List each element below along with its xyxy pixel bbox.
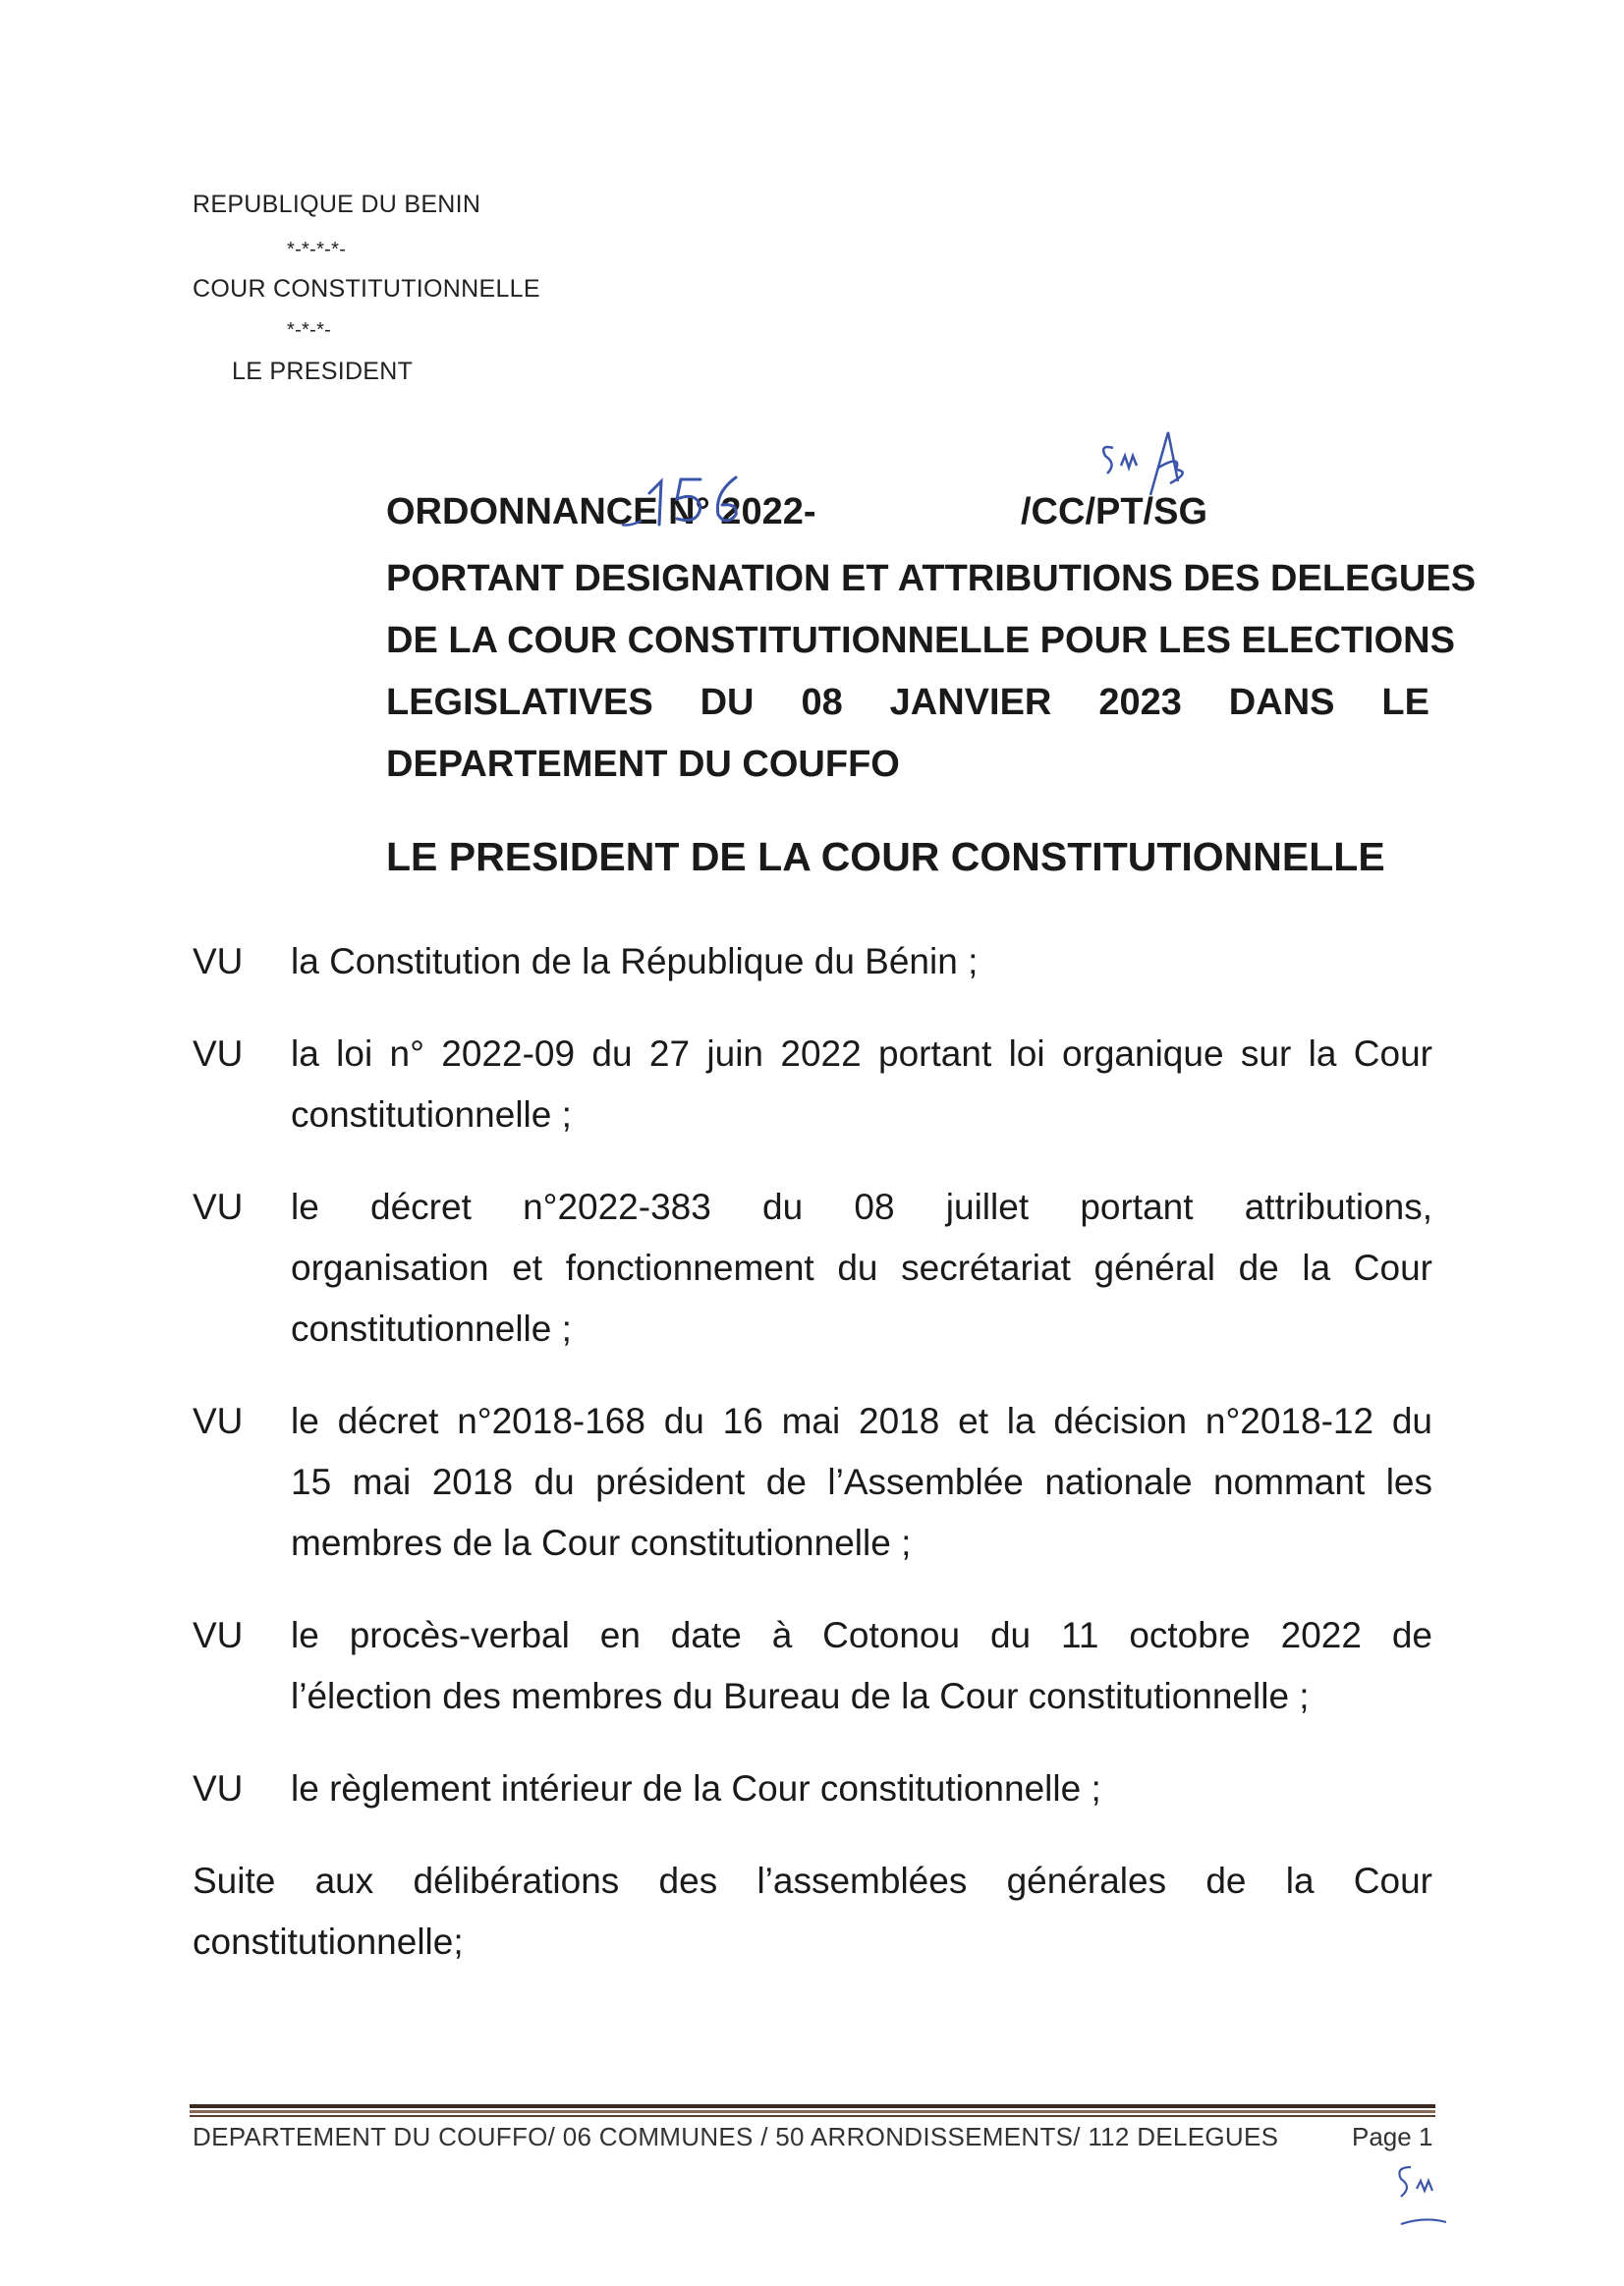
footer-rule bbox=[190, 2104, 1435, 2108]
whereas-label: VU bbox=[193, 1401, 244, 1441]
handwritten-ordinance-number bbox=[620, 464, 757, 542]
ordinance-title-line: DEPARTEMENT DU COUFFO bbox=[386, 744, 900, 785]
whereas-text-line: organisation et fonctionnement du secrétariat général de la Cour bbox=[291, 1248, 1432, 1288]
whereas-text-line: 15 mai 2018 du président de l’Assemblée nationale nommant les bbox=[291, 1462, 1432, 1502]
ordinance-title-line: PORTANT DESIGNATION ET ATTRIBUTIONS DES DELEGUES bbox=[386, 558, 1477, 599]
whereas-text-line: le décret n°2018-168 du 16 mai 2018 et la décision n°2018-12 du bbox=[291, 1401, 1432, 1441]
paragraph-line: Suite aux délibérations des l’assemblées générales de la Cour bbox=[193, 1861, 1432, 1901]
whereas-text-line: l’élection des membres du Bureau de la Cour constitutionnelle ; bbox=[291, 1676, 1310, 1716]
ordinance-title-line: LEGISLATIVES DU 08 JANVIER 2023 DANS LE bbox=[386, 682, 1429, 723]
footer-rule bbox=[190, 2115, 1435, 2117]
whereas-label: VU bbox=[193, 1768, 244, 1809]
separator-2: *-*-*- bbox=[287, 319, 332, 341]
whereas-label: VU bbox=[193, 1187, 244, 1227]
footer-summary: DEPARTEMENT DU COUFFO/ 06 COMMUNES / 50 ARRONDISSEMENTS/ 112 DELEGUES bbox=[193, 2122, 1279, 2151]
president-label: LE PRESIDENT bbox=[232, 358, 414, 385]
separator-1: *-*-*-*- bbox=[287, 239, 347, 260]
handwritten-initials-signature bbox=[1093, 426, 1202, 505]
whereas-text-line: le décret n°2022-383 du 08 juillet portant attributions, bbox=[291, 1187, 1432, 1227]
ordinance-number-suffix: /CC/PT/SG bbox=[1021, 491, 1208, 532]
whereas-text-line: la Constitution de la République du Bénin ; bbox=[291, 941, 979, 981]
whereas-text-line: constitutionnelle ; bbox=[291, 1309, 572, 1349]
whereas-text-line: constitutionnelle ; bbox=[291, 1094, 572, 1135]
footer-rule bbox=[190, 2110, 1435, 2113]
page-number: Page 1 bbox=[1352, 2122, 1433, 2151]
ordinance-title-block bbox=[386, 491, 1477, 796]
court-name: COUR CONSTITUTIONNELLE bbox=[193, 275, 540, 303]
ordinance-number-prefix: ORDONNANCE N° 2022- bbox=[386, 491, 816, 532]
closing-paragraph bbox=[193, 1851, 1432, 1973]
whereas-text-line: la loi n° 2022-09 du 27 juin 2022 portant loi organique sur la Cour bbox=[291, 1033, 1432, 1074]
whereas-text-line: le règlement intérieur de la Cour constitutionnelle ; bbox=[291, 1768, 1101, 1809]
whereas-text-line: le procès-verbal en date à Cotonou du 11 octobre 2022 de bbox=[291, 1615, 1432, 1655]
whereas-label: VU bbox=[193, 1033, 244, 1074]
president-heading: LE PRESIDENT DE LA COUR CONSTITUTIONNELLE bbox=[386, 834, 1385, 879]
paragraph-line: constitutionnelle; bbox=[193, 1922, 464, 1962]
handwritten-initials-footer bbox=[1385, 2157, 1454, 2236]
ordinance-number-line bbox=[386, 491, 1429, 548]
whereas-text-line: membres de la Cour constitutionnelle ; bbox=[291, 1523, 912, 1563]
ordinance-title-line: DE LA COUR CONSTITUTIONNELLE POUR LES ELECTIONS bbox=[386, 620, 1455, 661]
republic-name: REPUBLIQUE DU BENIN bbox=[193, 191, 481, 218]
whereas-label: VU bbox=[193, 1615, 244, 1655]
whereas-label: VU bbox=[193, 941, 244, 981]
